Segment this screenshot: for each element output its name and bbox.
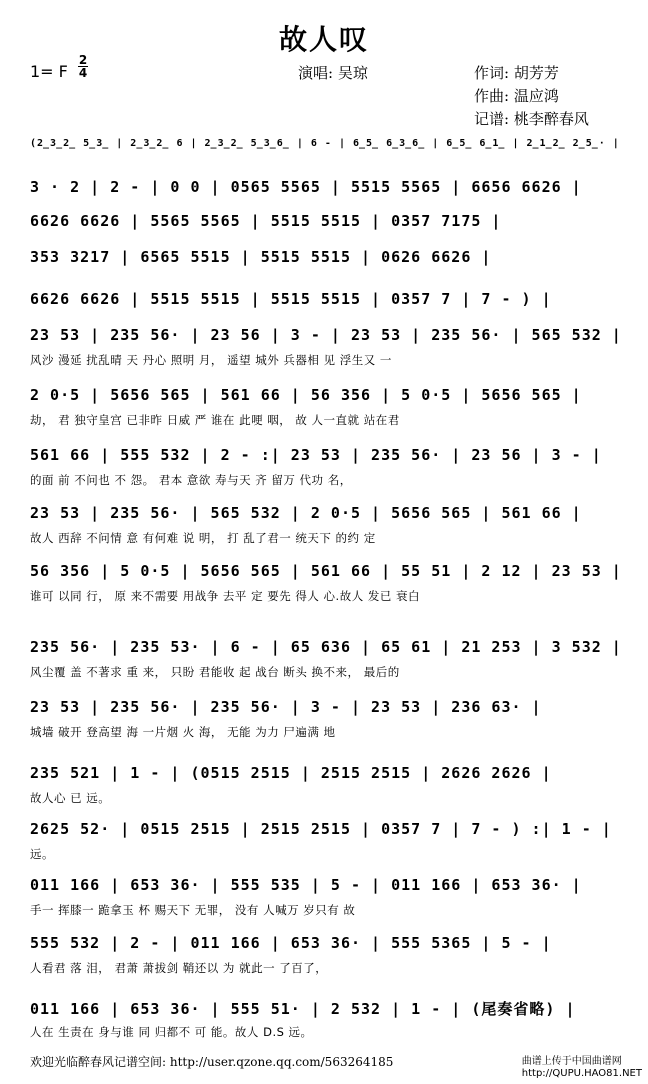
stave-lyrics: 故人 西辞 不问情 意 有何难 说 明， 打 乱了君一 统天下 的约 定 — [30, 531, 376, 545]
stave-notes: 23 53 | 235 56· | 565 532 | 2 0·5 | 5656 565 | 561 66 | — [30, 504, 582, 522]
stave-notes: 353 3217 | 6565 5515 | 5515 5515 | 0626 6626 | — [30, 248, 492, 266]
stave-notes: 23 53 | 235 56· | 235 56· | 3 - | 23 53 | 236 63· | — [30, 698, 542, 716]
lyricist-credit: 作词: 胡芳芳 — [474, 64, 559, 82]
stave-notes: 011 166 | 653 36· | 555 535 | 5 - | 011 166 | 653 36· | — [30, 876, 582, 894]
stave-notes: 23 53 | 235 56· | 23 56 | 3 - | 23 53 | 235 56· | 565 532 | — [30, 326, 622, 344]
stave-lyrics: 故人心 已 远。 — [30, 791, 111, 805]
footer-watermark — [522, 1056, 642, 1080]
stave-notes: 56 356 | 5 0·5 | 5656 565 | 561 66 | 55 51 | 2 12 | 23 53 | — [30, 562, 622, 580]
stave-lyrics: 的面 前 不问也 不 怨。 君本 意欲 寿与天 齐 留万 代功 名， — [30, 473, 352, 487]
song-title: 故人叹 — [278, 23, 369, 56]
stave-notes: 2625 52· | 0515 2515 | 2515 2515 | 0357 7 | 7 - ) :| 1 - | — [30, 820, 612, 838]
footer-watermark-line1: 曲谱上传于中国曲谱网 — [521, 1056, 622, 1067]
meter-top: 2 — [78, 53, 88, 67]
footer-website: 欢迎光临醉春风记谱空间: http://user.qzone.qq.com/563264185 — [30, 1055, 394, 1069]
stave-notes: (2̲3̲2̲ 5̲3̲ | 2̲3̲2̲ 6 | 2̲3̲2̲ 5̲3̲6̲ | 6 - | 6̲5̲ 6̲3̲6̲ | 6̲5̲ 6̲1̲ | 2̲1̲2̲ 2̲5̲· | — [30, 138, 620, 149]
stave-notes: 6626 6626 | 5515 5515 | 5515 5515 | 0357 7 | 7 - ) | — [30, 290, 552, 308]
stave-notes: 6626 6626 | 5565 5565 | 5515 5515 | 0357 7175 | — [30, 212, 502, 230]
stave-lyrics: 谁可 以同 行， 原 来不需要 用战争 去平 定 要先 得人 心.故人 发已 衰白 — [30, 589, 421, 603]
stave-lyrics: 人在 生责在 身与谁 同 归都不 可 能。故人 D.S 远。 — [30, 1025, 313, 1039]
meter-bottom: 4 — [78, 66, 88, 80]
time-signature — [78, 54, 88, 79]
stave-lyrics: 城墙 破开 登高望 海 一片烟 火 海， 无能 为力 尸遍满 地 — [30, 725, 336, 739]
stave-notes: 561 66 | 555 532 | 2 - :| 23 53 | 235 56· | 23 56 | 3 - | — [30, 446, 602, 464]
stave-notes: 011 166 | 653 36· | 555 51· | 2 532 | 1 - | (尾奏省略) | — [30, 1000, 576, 1018]
stave-notes: 555 532 | 2 - | 011 166 | 653 36· | 555 5365 | 5 - | — [30, 934, 552, 952]
stave-lyrics: 风尘覆 盖 不著求 重 来， 只盼 君能收 起 战台 断头 换不来， 最后的 — [30, 665, 400, 679]
stave-lyrics: 手一 挥膝一 跪拿玉 杯 赐天下 无罪， 没有 人喊万 岁只有 故 — [30, 903, 356, 917]
stave-notes: 235 521 | 1 - | (0515 2515 | 2515 2515 | 2626 2626 | — [30, 764, 552, 782]
stave-lyrics: 风沙 漫延 扰乱晴 天 丹心 照明 月， 遥望 城外 兵器相 见 浮生又 一 — [30, 353, 392, 367]
key-signature: 1= F — [30, 62, 68, 81]
stave-lyrics: 劫， 君 独守皇宫 已非昨 日威 严 谁在 此哽 咽， 故 人一直就 站在君 — [30, 413, 400, 427]
stave-lyrics: 人看君 落 泪， 君萧 萧拔剑 鞘还以 为 就此一 了百了， — [30, 961, 328, 975]
stave-notes: 3 · 2 | 2 - | 0 0 | 0565 5565 | 5515 5565 | 6656 6626 | — [30, 178, 582, 196]
composer-credit: 作曲: 温应鸿 — [474, 87, 559, 105]
transcriber-credit: 记谱: 桃李醉春风 — [474, 110, 589, 128]
singer-credit: 演唱: 吴琼 — [298, 64, 368, 82]
stave-lyrics: 远。 — [30, 847, 54, 861]
stave-notes: 2 0·5 | 5656 565 | 561 66 | 56 356 | 5 0·5 | 5656 565 | — [30, 386, 582, 404]
footer-watermark-line2: http://QUPU.HAO81.NET — [521, 1068, 642, 1079]
stave-notes: 235 56· | 235 53· | 6 - | 65 636 | 65 61 | 21 253 | 3 532 | — [30, 638, 622, 656]
